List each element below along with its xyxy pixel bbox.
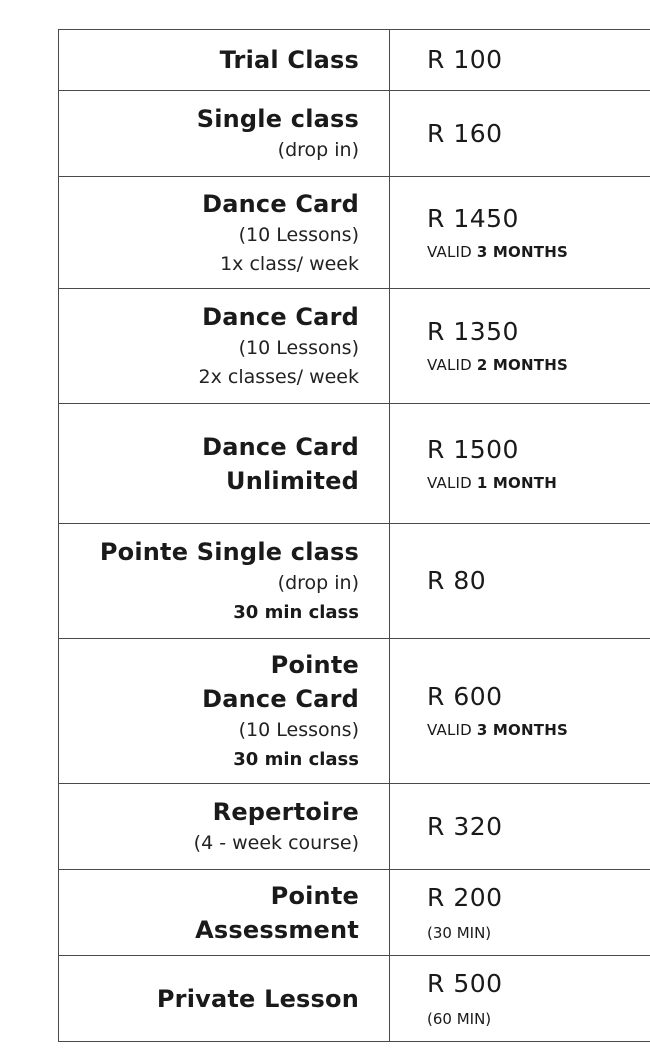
price-cell — [390, 956, 650, 1042]
price-cell — [390, 289, 650, 404]
class-subtitle: (10 Lessons) — [238, 223, 359, 246]
class-title: Private Lesson — [156, 984, 359, 1013]
class-title-line2: Assessment — [195, 915, 359, 944]
price-cell — [390, 639, 650, 784]
class-name-cell — [59, 177, 390, 289]
price-row — [59, 639, 650, 784]
class-title: Trial Class — [219, 46, 359, 74]
class-name-cell — [59, 30, 390, 91]
class-name-cell — [59, 784, 390, 870]
class-subtitle: (drop in) — [277, 571, 359, 594]
validity-label: VALID — [427, 242, 472, 261]
class-frequency: 1x class/ week — [220, 252, 359, 275]
class-name-cell — [59, 91, 390, 177]
class-title: Single class — [196, 105, 359, 133]
class-name-cell — [59, 524, 390, 639]
duration-note: (30 MIN) — [427, 923, 492, 942]
price-row — [59, 30, 650, 91]
class-name-cell — [59, 404, 390, 524]
price-cell — [390, 177, 650, 289]
validity-label: VALID — [427, 721, 472, 739]
price-value: R 600 — [427, 682, 503, 711]
price-cell — [390, 784, 650, 870]
price-cell — [390, 404, 650, 524]
price-row — [59, 956, 650, 1042]
validity-label: VALID — [427, 473, 472, 492]
price-cell — [390, 524, 650, 639]
price-row — [59, 870, 650, 956]
class-subtitle: (4 - week course) — [193, 832, 359, 854]
price-value: R 160 — [427, 118, 503, 148]
class-name-cell — [59, 639, 390, 784]
price-cell — [390, 91, 650, 177]
validity-note — [427, 352, 650, 378]
class-title-line2: Unlimited — [226, 466, 359, 495]
class-subtitle: (10 Lessons) — [238, 718, 359, 741]
price-row — [59, 91, 650, 177]
duration-note: (60 MIN) — [427, 1009, 492, 1028]
class-title: Dance Card — [202, 189, 359, 218]
price-cell — [390, 870, 650, 956]
price-value: R 80 — [427, 566, 487, 595]
price-row — [59, 524, 650, 639]
validity-duration: 3 MONTHS — [476, 242, 568, 261]
class-title: Dance Card — [202, 303, 359, 331]
price-value: R 500 — [427, 968, 503, 998]
price-value: R 100 — [427, 45, 503, 74]
validity-note — [427, 239, 650, 265]
class-title: Dance Card — [202, 432, 359, 461]
price-row — [59, 784, 650, 870]
class-title: Pointe Single class — [99, 537, 359, 566]
validity-note — [427, 717, 650, 743]
price-table — [58, 29, 650, 1042]
class-length: 30 min class — [233, 601, 359, 623]
price-row — [59, 289, 650, 404]
validity-label: VALID — [427, 356, 472, 374]
class-title: Pointe — [270, 650, 359, 679]
validity-duration: 3 MONTHS — [476, 721, 568, 739]
validity-duration: 1 MONTH — [476, 473, 557, 492]
price-cell — [390, 30, 650, 91]
validity-note — [427, 470, 650, 496]
class-title: Pointe — [270, 881, 359, 910]
price-value: R 1500 — [427, 434, 519, 464]
price-row — [59, 177, 650, 289]
class-subtitle: (10 Lessons) — [238, 337, 359, 359]
class-title: Repertoire — [212, 798, 359, 826]
price-row — [59, 404, 650, 524]
class-name-cell — [59, 956, 390, 1042]
class-title-line2: Dance Card — [202, 684, 359, 713]
class-frequency: 2x classes/ week — [198, 366, 359, 388]
price-value: R 200 — [427, 882, 503, 912]
price-value: R 320 — [427, 811, 503, 841]
validity-duration: 2 MONTHS — [476, 356, 568, 374]
class-name-cell — [59, 870, 390, 956]
class-subtitle: (drop in) — [277, 139, 359, 161]
class-length: 30 min class — [233, 748, 359, 770]
price-value: R 1350 — [427, 317, 519, 346]
class-name-cell — [59, 289, 390, 404]
price-value: R 1450 — [427, 203, 519, 233]
